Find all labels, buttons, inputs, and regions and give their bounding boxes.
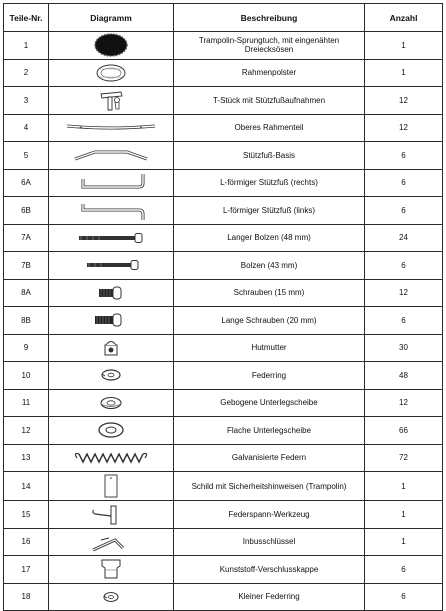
table-row bbox=[4, 307, 443, 335]
part-quantity: 6 bbox=[365, 142, 443, 170]
part-number: 6A bbox=[4, 169, 49, 197]
part-number: 4 bbox=[4, 114, 49, 142]
part-quantity: 1 bbox=[365, 528, 443, 556]
part-number: 6B bbox=[4, 197, 49, 225]
part-description: L-förmiger Stützfuß (rechts) bbox=[174, 169, 365, 197]
part-diagram bbox=[49, 307, 174, 335]
table-row bbox=[4, 417, 443, 445]
table-row bbox=[4, 556, 443, 584]
spring-tool-icon bbox=[81, 502, 141, 526]
part-number: 11 bbox=[4, 389, 49, 417]
part-description: Oberes Rahmenteil bbox=[174, 114, 365, 142]
part-diagram bbox=[49, 279, 174, 307]
part-number: 15 bbox=[4, 501, 49, 529]
part-quantity: 12 bbox=[365, 279, 443, 307]
part-description: Flache Unterlegscheibe bbox=[174, 417, 365, 445]
table-row bbox=[4, 114, 443, 142]
part-number: 7B bbox=[4, 252, 49, 280]
table-row bbox=[4, 142, 443, 170]
table-row bbox=[4, 279, 443, 307]
header-diagram: Diagramm bbox=[49, 4, 174, 32]
part-diagram bbox=[49, 32, 174, 60]
part-number: 3 bbox=[4, 87, 49, 115]
header-quantity: Anzahl bbox=[365, 4, 443, 32]
frame-padding-icon bbox=[81, 62, 141, 84]
part-number: 10 bbox=[4, 362, 49, 390]
table-row bbox=[4, 444, 443, 472]
spring-icon bbox=[61, 448, 161, 468]
part-description: Gebogene Unterlegscheibe bbox=[174, 389, 365, 417]
warning-sign-icon bbox=[81, 472, 141, 500]
part-number: 8A bbox=[4, 279, 49, 307]
part-quantity: 30 bbox=[365, 334, 443, 362]
allen-key-icon bbox=[81, 530, 141, 554]
part-diagram bbox=[49, 472, 174, 501]
part-quantity: 6 bbox=[365, 197, 443, 225]
part-diagram bbox=[49, 362, 174, 390]
part-quantity: 6 bbox=[365, 169, 443, 197]
part-diagram bbox=[49, 334, 174, 362]
table-row bbox=[4, 197, 443, 225]
part-quantity: 6 bbox=[365, 252, 443, 280]
t-piece-icon bbox=[81, 88, 141, 112]
upper-frame-rail-icon bbox=[61, 121, 161, 135]
part-diagram bbox=[49, 556, 174, 584]
part-diagram bbox=[49, 501, 174, 529]
part-number: 9 bbox=[4, 334, 49, 362]
table-row bbox=[4, 389, 443, 417]
part-number: 17 bbox=[4, 556, 49, 584]
part-number: 13 bbox=[4, 444, 49, 472]
part-quantity: 1 bbox=[365, 32, 443, 60]
part-description: Rahmenpolster bbox=[174, 59, 365, 87]
table-row bbox=[4, 501, 443, 529]
part-quantity: 66 bbox=[365, 417, 443, 445]
long-bolt-icon bbox=[61, 230, 161, 246]
parts-table bbox=[3, 3, 443, 611]
table-row bbox=[4, 252, 443, 280]
curved-washer-icon bbox=[81, 394, 141, 412]
part-diagram bbox=[49, 197, 174, 225]
table-row bbox=[4, 59, 443, 87]
part-diagram bbox=[49, 389, 174, 417]
part-description: L-förmiger Stützfuß (links) bbox=[174, 197, 365, 225]
part-quantity: 6 bbox=[365, 556, 443, 584]
part-description: Federring bbox=[174, 362, 365, 390]
part-description: Bolzen (43 mm) bbox=[174, 252, 365, 280]
flat-washer-icon bbox=[81, 420, 141, 440]
plastic-cap-icon bbox=[81, 556, 141, 582]
part-description: Inbusschlüssel bbox=[174, 528, 365, 556]
part-number: 12 bbox=[4, 417, 49, 445]
part-description: Trampolin-Sprungtuch, mit eingenähten Dreiecksösen bbox=[174, 32, 365, 60]
part-diagram bbox=[49, 528, 174, 556]
part-number: 7A bbox=[4, 224, 49, 252]
leg-base-icon bbox=[61, 145, 161, 165]
table-row bbox=[4, 583, 443, 611]
part-diagram bbox=[49, 87, 174, 115]
part-diagram bbox=[49, 59, 174, 87]
l-leg-left-icon bbox=[61, 198, 161, 222]
table-header bbox=[4, 4, 443, 32]
screw-icon bbox=[81, 284, 141, 302]
part-number: 5 bbox=[4, 142, 49, 170]
part-description: T-Stück mit Stützfußaufnahmen bbox=[174, 87, 365, 115]
part-quantity: 24 bbox=[365, 224, 443, 252]
part-diagram bbox=[49, 583, 174, 611]
part-diagram bbox=[49, 169, 174, 197]
part-quantity: 1 bbox=[365, 501, 443, 529]
l-leg-right-icon bbox=[61, 171, 161, 195]
table-row bbox=[4, 472, 443, 501]
part-diagram bbox=[49, 142, 174, 170]
part-description: Galvanisierte Federn bbox=[174, 444, 365, 472]
part-diagram bbox=[49, 417, 174, 445]
part-number: 18 bbox=[4, 583, 49, 611]
part-quantity: 12 bbox=[365, 114, 443, 142]
part-description: Kunststoff-Verschlusskappe bbox=[174, 556, 365, 584]
table-row bbox=[4, 87, 443, 115]
part-description: Schrauben (15 mm) bbox=[174, 279, 365, 307]
bolt-icon bbox=[61, 257, 161, 273]
part-diagram bbox=[49, 114, 174, 142]
part-diagram bbox=[49, 252, 174, 280]
part-quantity: 12 bbox=[365, 87, 443, 115]
spring-washer-icon bbox=[81, 366, 141, 384]
long-screw-icon bbox=[81, 311, 141, 329]
table-row bbox=[4, 32, 443, 60]
part-number: 2 bbox=[4, 59, 49, 87]
table-row bbox=[4, 169, 443, 197]
part-description: Kleiner Federring bbox=[174, 583, 365, 611]
part-description: Schild mit Sicherheitshinweisen (Trampolin) bbox=[174, 472, 365, 501]
part-description: Stützfuß-Basis bbox=[174, 142, 365, 170]
header-description: Beschreibung bbox=[174, 4, 365, 32]
part-number: 14 bbox=[4, 472, 49, 501]
header-row bbox=[4, 4, 443, 32]
part-diagram bbox=[49, 224, 174, 252]
part-quantity: 1 bbox=[365, 472, 443, 501]
part-quantity: 12 bbox=[365, 389, 443, 417]
header-part-no: Teile-Nr. bbox=[4, 4, 49, 32]
part-description: Langer Bolzen (48 mm) bbox=[174, 224, 365, 252]
cap-nut-icon bbox=[81, 337, 141, 359]
table-row bbox=[4, 362, 443, 390]
part-number: 16 bbox=[4, 528, 49, 556]
table-row bbox=[4, 224, 443, 252]
part-quantity: 6 bbox=[365, 307, 443, 335]
part-description: Lange Schrauben (20 mm) bbox=[174, 307, 365, 335]
part-quantity: 1 bbox=[365, 59, 443, 87]
trampoline-mat-icon bbox=[81, 33, 141, 57]
part-number: 8B bbox=[4, 307, 49, 335]
part-quantity: 6 bbox=[365, 583, 443, 611]
part-diagram bbox=[49, 444, 174, 472]
table-row bbox=[4, 528, 443, 556]
part-number: 1 bbox=[4, 32, 49, 60]
part-quantity: 72 bbox=[365, 444, 443, 472]
small-spring-washer-icon bbox=[81, 588, 141, 606]
part-quantity: 48 bbox=[365, 362, 443, 390]
part-description: Hutmutter bbox=[174, 334, 365, 362]
part-description: Federspann-Werkzeug bbox=[174, 501, 365, 529]
table-row bbox=[4, 334, 443, 362]
